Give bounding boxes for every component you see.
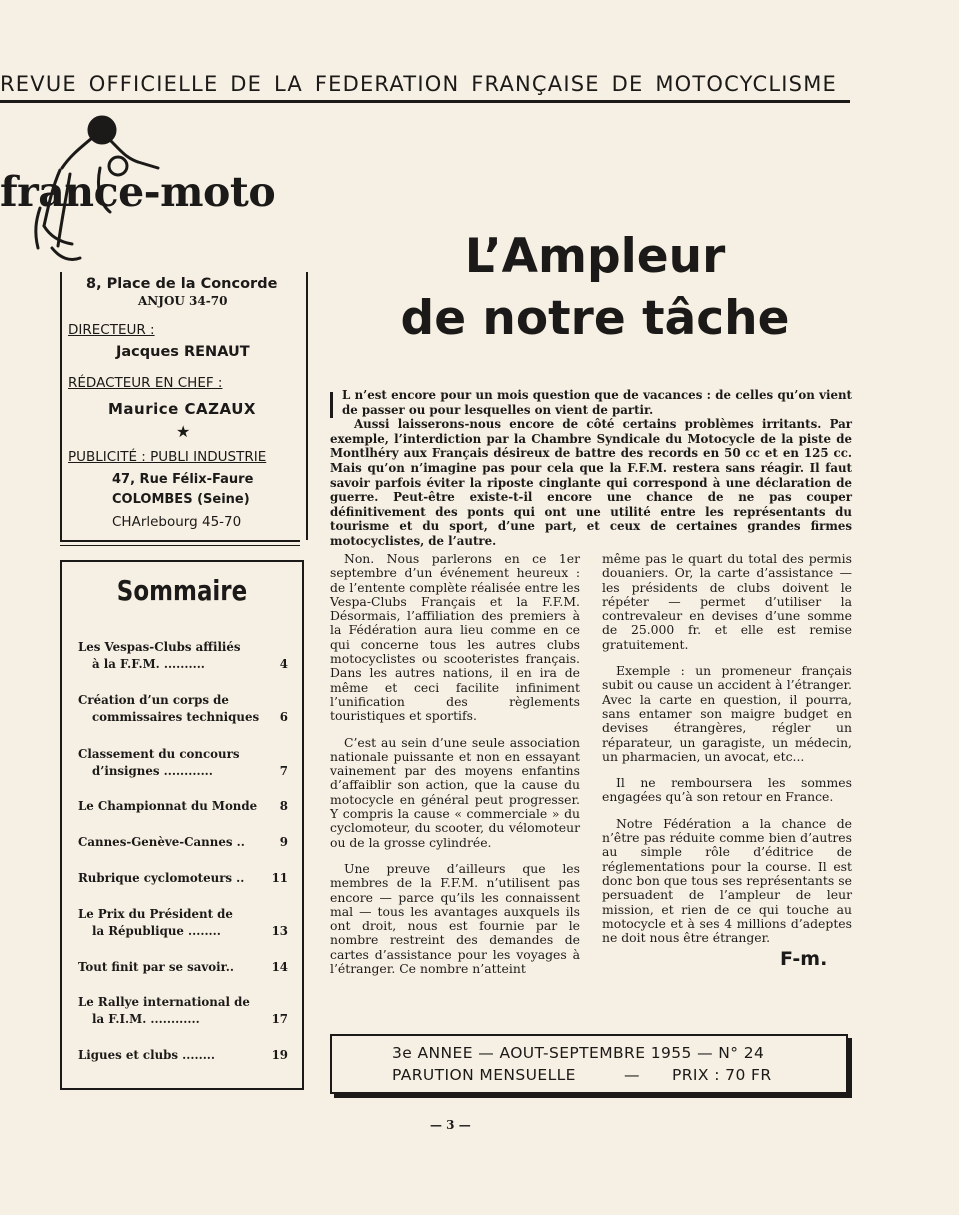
issue-price: PRIX : 70 FR	[672, 1066, 772, 1084]
director-name: Jacques RENAUT	[116, 344, 250, 360]
toc-entry-title-cont: à la F.F.M. ..........	[92, 657, 205, 671]
toc-title: Sommaire	[116, 574, 248, 607]
toc-entry-page: 9	[279, 835, 288, 849]
col2-p4: Notre Fédération a la chance de n’être pas réduite comme bien d’autres au simple rôle d’éditrice de réglementations pour la course. Il est donc bon que tous ses représentants se persuadent de l’ampleur de leur mission, et rien de ce qui touche au motocycle et à ses 4 millions d’adeptes ne doit nous être étranger.	[602, 815, 852, 946]
logo-text: france-moto	[0, 168, 276, 216]
toc-entry-page: 11	[271, 871, 288, 885]
ads-address: 47, Rue Félix-Faure	[112, 472, 254, 487]
phone: ANJOU 34-70	[138, 294, 228, 308]
article-column-2	[602, 552, 852, 957]
toc-entry-title-cont: d’insignes ............	[92, 764, 213, 778]
issue-line1: 3e ANNEE — AOUT-SEPTEMBRE 1955 — N° 24	[392, 1044, 765, 1062]
toc-entry-page: 19	[271, 1048, 288, 1062]
editor-name: Maurice CAZAUX	[108, 400, 256, 418]
toc-entry-page: 13	[271, 924, 288, 938]
headline-line1: L’Ampleur	[464, 229, 726, 284]
toc-entry[interactable]	[78, 746, 288, 780]
issue-frequency: PARUTION MENSUELLE	[392, 1066, 576, 1084]
lead-p2: Aussi laisserons-nous encore de côté certains problèmes irritants. Par exemple, l’interdiction par la Chambre Syndicale du Motocycle de la piste de Montlhéry aux Français désireux de battre des records en 50 cc et en 125 cc. Mais qu’on n’imagine pas pour cela que la F.F.M. restera sans réagir. Il faut savoir parfois éviter la riposte cinglante qui correspond à une déclaration de guerre. Peut-être existe-t-il encore une chance de ne pas couper définitivement des ponts qui ont une utilité entre les représentants du tourisme et du sport, d’une part, et ceux de certaines grandes firmes motocyclistes, de l’autre.	[330, 417, 852, 548]
toc-entry-title-cont: la F.I.M. ............	[92, 1012, 200, 1026]
toc-entry[interactable]	[78, 959, 288, 976]
page-number: — 3 —	[430, 1118, 471, 1132]
toc-entry-page: 4	[279, 657, 288, 671]
col2-p1: même pas le quart du total des permis douaniers. Or, la carte d’assistance — les présidents de clubs doivent le répéter — permet d’utiliser la contrevaleur en devises d’une somme de 25.000 fr. et elle est remise gratuitement.	[602, 551, 852, 652]
toc-entry[interactable]	[78, 1047, 288, 1064]
toc-entry[interactable]	[78, 639, 288, 673]
info-rule	[60, 540, 300, 542]
toc-entry-title: Tout finit par se savoir..	[78, 960, 234, 974]
ads-label: PUBLICITÉ : PUBLI INDUSTRIE	[68, 449, 267, 465]
toc-entry-title: Le Championnat du Monde	[78, 799, 258, 813]
issue-box	[330, 1034, 848, 1094]
toc-entry[interactable]	[78, 870, 288, 887]
toc-entry[interactable]	[78, 798, 288, 815]
signature: F-m.	[780, 948, 828, 970]
col2-p2: Exemple : un promeneur français subit ou cause un accident à l’étranger. Avec la carte en question, il pourra, sans entamer son maigre budget en devises étrangères, régler un réparateur, un garagiste, un médecin, un pharmacien, un avocat, etc...	[602, 663, 852, 764]
lead-paragraph	[330, 388, 852, 549]
headline	[330, 226, 860, 350]
star-icon: ★	[176, 422, 191, 441]
toc-entry[interactable]	[78, 834, 288, 851]
toc-entry-title: Classement du concours	[78, 747, 240, 761]
toc-entry[interactable]	[78, 692, 288, 726]
toc-entry-page: 8	[279, 799, 288, 813]
lead-p1: L n’est encore pour un mois question que de vacances : de celles qu’on vient de passer ou pour lesquelles on vient de partir.	[342, 388, 852, 417]
info-rule-thin	[60, 545, 300, 546]
editor-label: RÉDACTEUR EN CHEF :	[68, 375, 223, 391]
toc-entry-page: 17	[271, 1012, 288, 1026]
director-label: DIRECTEUR :	[68, 322, 155, 338]
col1-p2: C’est au sein d’une seule association nationale puissante et non en essayant vainement par des moyens enfantins d’affaiblir son action, que la cause du motocycle en général peut progresser. Y compris la cause « commerciale » du cyclomoteur, du scooter, du vélomoteur ou de la grosse cylindrée.	[330, 734, 580, 850]
ads-city: COLOMBES (Seine)	[112, 492, 250, 507]
col1-p3: Une preuve d’ailleurs que les membres de la F.F.M. n’utilisent pas encore — parce qu’ils les connaissent mal — tous les avantages auxquels ils ont droit, nous est fournie par le nombre restreint des demandes de cartes d’assistance pour les voyages à l’étranger. Ce nombre n’atteint	[330, 860, 580, 977]
col1-p1: Non. Nous parlerons en ce 1er septembre d’un événement heureux : de l’entente complète réalisée entre les Vespa-Clubs Français et la F.F.M. Désormais, l’affiliation des premiers à la Fédération aura lieu comme en ce qui concerne tous les autres clubs motocyclistes ou scooteristes français. Dans les autres nations, il en ira de même et ceci facilite infiniment l’unification des règlements touristiques et sportifs.	[330, 551, 580, 724]
col2-p3: Il ne remboursera les sommes engagées qu’à son retour en France.	[602, 775, 852, 805]
toc-entry-page: 7	[279, 764, 288, 778]
toc-entry[interactable]	[78, 994, 288, 1028]
toc-entry-title: Ligues et clubs ........	[78, 1048, 216, 1062]
address: 8, Place de la Concorde	[86, 276, 278, 292]
masthead: REVUE OFFICIELLE DE LA FEDERATION FRANÇAISE DE MOTOCYCLISME	[0, 72, 837, 96]
toc-entry[interactable]	[78, 906, 288, 940]
toc-entry-title: Le Prix du Président de	[78, 907, 233, 921]
toc-entry-title: Le Rallye international de	[78, 995, 250, 1009]
toc-entry-page: 6	[279, 710, 288, 724]
issue-dash: —	[624, 1066, 640, 1084]
toc-entry-title: Cannes-Genève-Cannes ..	[78, 835, 245, 849]
toc-entry-title: Les Vespas-Clubs affiliés	[78, 640, 241, 654]
toc-entry-title: Rubrique cyclomoteurs ..	[78, 871, 245, 885]
toc-entry-title-cont: commissaires techniques	[92, 710, 260, 724]
toc-entry-page: 14	[271, 960, 288, 974]
toc-entry-title-cont: la République ........	[92, 924, 221, 938]
toc-entry-title: Création d’un corps de	[78, 693, 229, 707]
article-column-1	[330, 552, 580, 988]
headline-line2: de notre tâche	[400, 291, 790, 346]
ads-phone: CHArlebourg 45-70	[112, 514, 242, 530]
masthead-rule	[0, 100, 850, 103]
